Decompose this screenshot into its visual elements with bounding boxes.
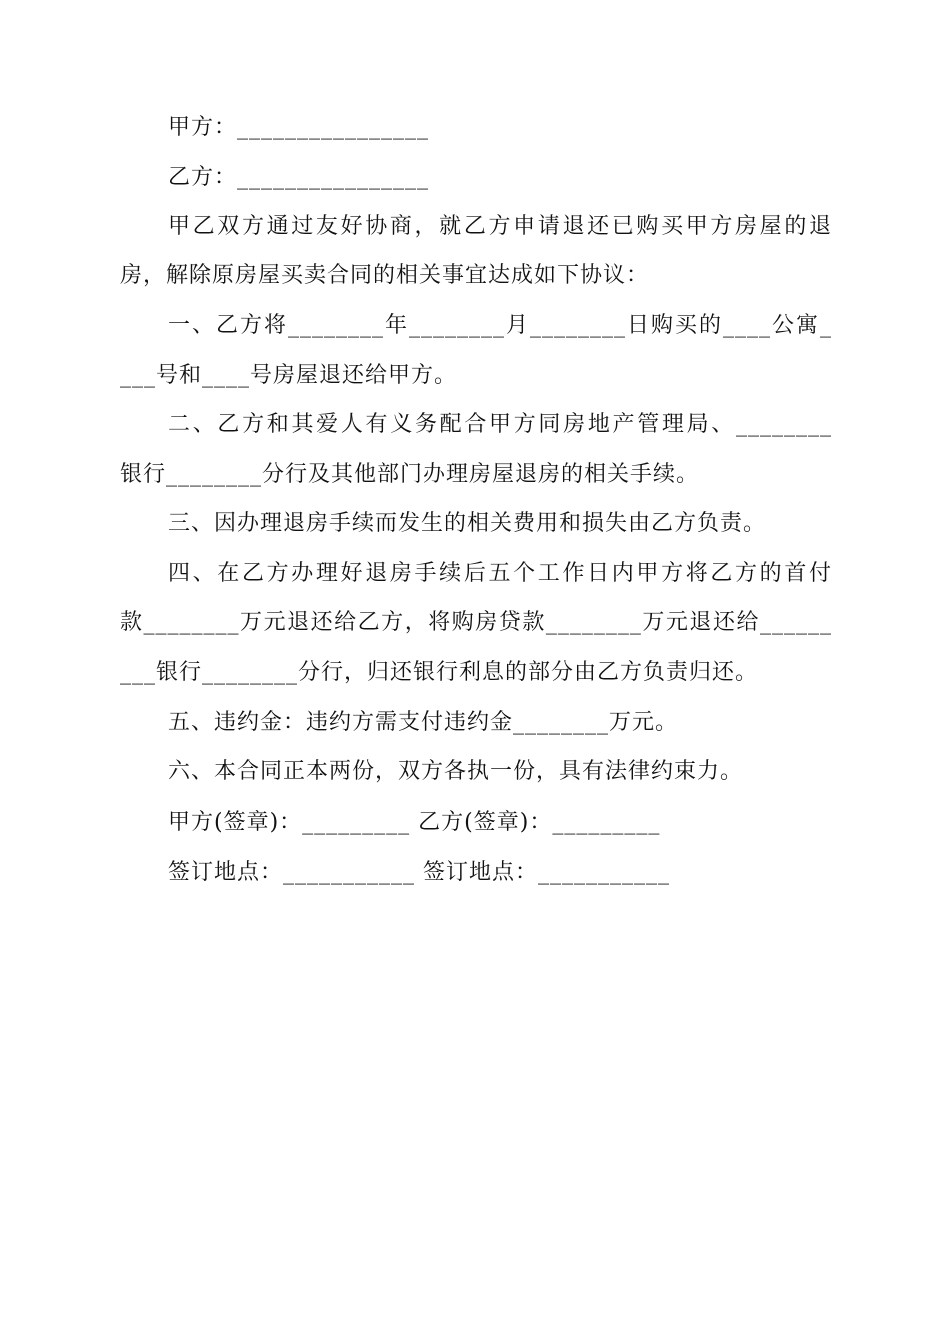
party-b-line: 乙方：________________ [168, 165, 430, 190]
intro-line-2: 房，解除原房屋买卖合同的相关事宜达成如下协议： [120, 263, 650, 288]
clause-2-line-1: 二、乙方和其爱人有义务配合甲方同房地产管理局、________ [168, 412, 832, 437]
clause-3-line-1: 三、因办理退房手续而发生的相关费用和损失由乙方负责。 [168, 511, 767, 536]
signature-seal-line: 甲方(签章)：_________ 乙方(签章)：_________ [168, 810, 661, 835]
clause-5-line-1: 五、违约金：违约方需支付违约金________万元。 [168, 710, 679, 735]
clause-1-line-1: 一、乙方将________年________月________日购买的____公寓_ [168, 313, 832, 338]
clause-4-line-2: 款________万元退还给乙方，将购房贷款________万元退还给______ [120, 610, 832, 635]
signature-place-line: 签订地点：___________ 签订地点：___________ [168, 860, 670, 885]
clause-6-line-1: 六、本合同正本两份，双方各执一份，具有法律约束力。 [168, 759, 744, 784]
intro-line-1: 甲乙双方通过友好协商，就乙方申请退还已购买甲方房屋的退 [168, 214, 832, 239]
clause-4-line-3: ___银行________分行，归还银行利息的部分由乙方负责归还。 [120, 660, 759, 685]
clause-4-line-1: 四、在乙方办理好退房手续后五个工作日内甲方将乙方的首付 [168, 561, 832, 586]
party-a-line: 甲方：________________ [168, 115, 430, 140]
clause-2-line-2: 银行________分行及其他部门办理房屋退房的相关手续。 [120, 462, 700, 487]
clause-1-line-2: ___号和____号房屋退还给甲方。 [120, 363, 458, 388]
